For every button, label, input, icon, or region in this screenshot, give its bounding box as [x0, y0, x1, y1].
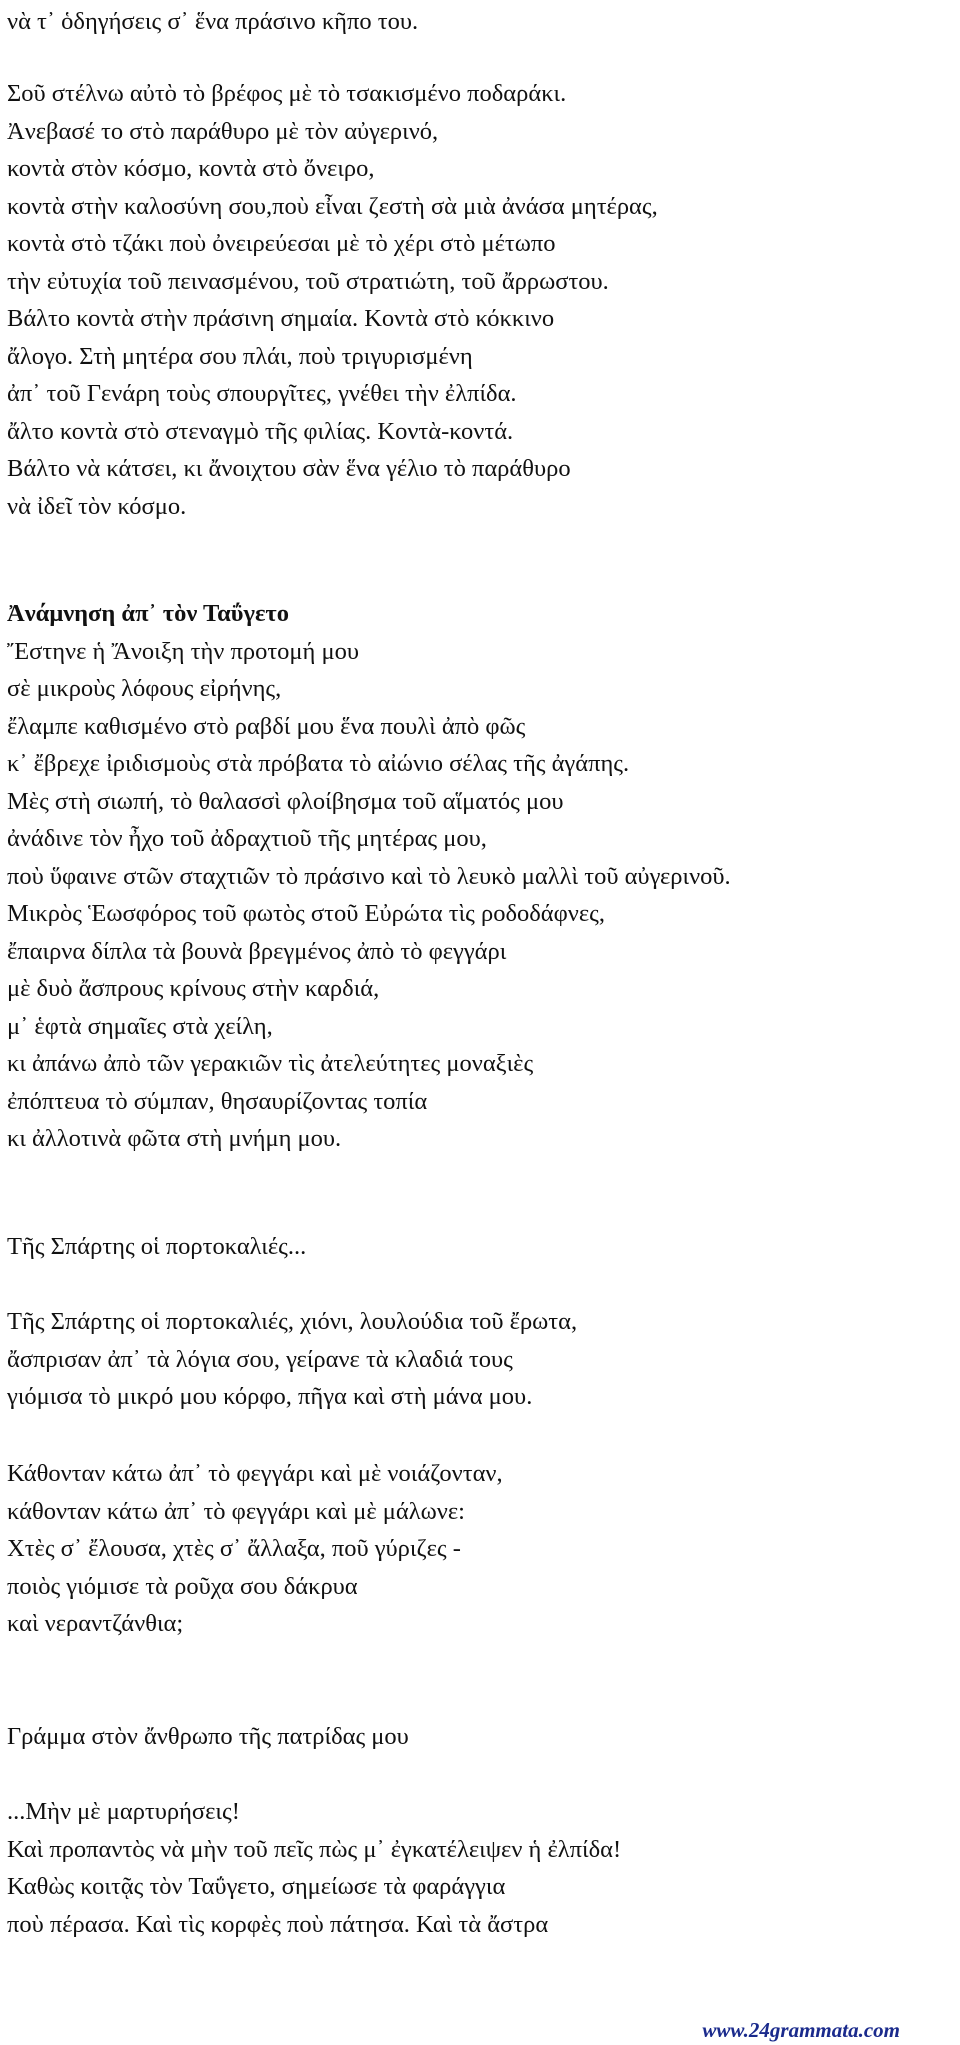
- poem-line: τὴν εὐτυχία τοῦ πεινασμένου, τοῦ στρατιώτη, τοῦ ἄρρωστου.: [7, 267, 609, 295]
- poem-line: καὶ νεραντζάνθια;: [7, 1610, 184, 1637]
- poem-line: νὰ τ᾿ ὁδηγήσεις σ᾿ ἕνα πράσινο κῆπο του.: [7, 8, 419, 35]
- poem-line: Ἀνεβασέ το στὸ παράθυρο μὲ τὸν αὐγερινό,: [7, 117, 439, 145]
- poem-line: κοντὰ στὴν καλοσύνη σου,ποὺ εἶναι ζεστὴ σὰ μιὰ ἀνάσα μητέρας,: [7, 192, 658, 220]
- footer-site-watermark: www.24grammata.com: [702, 2018, 900, 2042]
- poem-line: ἔλαμπε καθισμένο στὸ ραβδί μου ἕνα πουλὶ ἀπὸ φῶς: [7, 712, 526, 740]
- poem-line: ...Μὴν μὲ μαρτυρήσεις!: [7, 1798, 240, 1825]
- poem-line: ἀπ᾿ τοῦ Γενάρη τοὺς σπουργῖτες, γνέθει τὴν ἐλπίδα.: [7, 380, 517, 407]
- poem-line: Σοῦ στέλνω αὐτὸ τὸ βρέφος μὲ τὸ τσακισμένο ποδαράκι.: [7, 80, 567, 107]
- poem-gramma: [7, 1793, 621, 1943]
- poem-line: γιόμισα τὸ μικρό μου κόρφο, πῆγα καὶ στὴ μάνα μου.: [7, 1383, 533, 1410]
- poem-line: ἄλογο. Στὴ μητέρα σου πλάι, ποὺ τριγυρισμένη: [7, 342, 473, 370]
- poem-line: ἄσπρισαν ἀπ᾿ τὰ λόγια σου, γείρανε τὰ κλαδιά τους: [7, 1345, 513, 1373]
- poem-line: κοντὰ στὸν κόσμο, κοντὰ στὸ ὄνειρο,: [7, 155, 375, 182]
- poem-line: ἀνάδινε τὸν ἦχο τοῦ ἀδραχτιοῦ τῆς μητέρας μου,: [7, 825, 487, 852]
- poem-line: Χτὲς σ᾿ ἔλουσα, χτὲς σ᾿ ἄλλαξα, ποῦ γύριζες -: [7, 1535, 461, 1562]
- poem-line: Μὲς στὴ σιωπή, τὸ θαλασσὶ φλοίβησμα τοῦ αἵματός μου: [7, 787, 564, 815]
- poem-line: ἄλτο κοντὰ στὸ στεναγμὸ τῆς φιλίας. Κοντὰ-κοντά.: [7, 417, 514, 445]
- poem-line: κι ἀπάνω ἀπὸ τῶν γερακιῶν τὶς ἀτελεύτητες μοναξιὲς: [7, 1050, 534, 1077]
- poem-title: Ἀνάμνηση ἀπ᾿ τὸν Ταΰγετο: [7, 600, 289, 627]
- poem-line: ποὺ πέρασα. Καὶ τὶς κορφὲς ποὺ πάτησα. Καὶ τὰ ἄστρα: [7, 1910, 549, 1938]
- poem-gramma-title-block: [7, 1718, 409, 1756]
- poem-anamnesi: [7, 595, 731, 1158]
- poem-line: ποιὸς γιόμισε τὰ ροῦχα σου δάκρυα: [7, 1572, 358, 1600]
- poem-intro-stanza-b: [7, 75, 658, 525]
- poem-line: νὰ ἰδεῖ τὸν κόσμο.: [7, 492, 187, 520]
- poem-line: Κάθονταν κάτω ἀπ᾿ τὸ φεγγάρι καὶ μὲ νοιάζονταν,: [7, 1460, 503, 1487]
- poem-line: ἐπόπτευα τὸ σύμπαν, θησαυρίζοντας τοπία: [7, 1087, 428, 1115]
- poem-title: Γράμμα στὸν ἄνθρωπο τῆς πατρίδας μου: [7, 1723, 409, 1750]
- poem-portokalies-title-block: [7, 1228, 306, 1266]
- poem-line: μὲ δυὸ ἄσπρους κρίνους στὴν καρδιά,: [7, 975, 380, 1002]
- poem-intro-stanza-a: [7, 3, 418, 41]
- poem-line: κάθονταν κάτω ἀπ᾿ τὸ φεγγάρι καὶ μὲ μάλωνε:: [7, 1497, 465, 1525]
- poem-line: σὲ μικροὺς λόφους εἰρήνης,: [7, 675, 282, 702]
- poem-title: Τῆς Σπάρτης οἱ πορτοκαλιές...: [7, 1233, 307, 1260]
- poem-line: κ᾿ ἔβρεχε ἰριδισμοὺς στὰ πρόβατα τὸ αἰώνιο σέλας τῆς ἀγάπης.: [7, 750, 630, 777]
- poem-line: κι ἀλλοτινὰ φῶτα στὴ μνήμη μου.: [7, 1125, 342, 1152]
- poem-line: Βάλτο νὰ κάτσει, κι ἄνοιχτου σὰν ἕνα γέλιο τὸ παράθυρο: [7, 455, 571, 482]
- poem-line: ἔπαιρνα δίπλα τὰ βουνὰ βρεγμένος ἀπὸ τὸ φεγγάρι: [7, 937, 507, 965]
- poem-line: Τῆς Σπάρτης οἱ πορτοκαλιές, χιόνι, λουλούδια τοῦ ἔρωτα,: [7, 1308, 578, 1335]
- poem-line: Καθὼς κοιτᾷς τὸν Ταΰγετο, σημείωσε τὰ φαράγγια: [7, 1873, 506, 1900]
- poem-line: ποὺ ὕφαινε στῶν σταχτιῶν τὸ πράσινο καὶ τὸ λευκὸ μαλλὶ τοῦ αὐγερινοῦ.: [7, 862, 731, 890]
- poem-line: Καὶ προπαντὸς νὰ μὴν τοῦ πεῖς πὼς μ᾿ ἐγκατέλειψεν ἡ ἐλπίδα!: [7, 1835, 622, 1863]
- poem-portokalies-stanza-2: [7, 1455, 503, 1643]
- poem-line: Μικρὸς Ἑωσφόρος τοῦ φωτὸς στοῦ Εὐρώτα τὶς ροδοδάφνες,: [7, 900, 605, 927]
- poem-line: μ᾿ ἑφτὰ σημαῖες στὰ χείλη,: [7, 1012, 273, 1040]
- poem-line: κοντὰ στὸ τζάκι ποὺ ὀνειρεύεσαι μὲ τὸ χέρι στὸ μέτωπο: [7, 230, 556, 257]
- poem-line: Βάλτο κοντὰ στὴν πράσινη σημαία. Κοντὰ στὸ κόκκινο: [7, 305, 555, 332]
- poem-portokalies-stanza-1: [7, 1303, 577, 1416]
- poem-line: Ἔστηνε ἡ Ἄνοιξη τὴν προτομή μου: [7, 637, 359, 665]
